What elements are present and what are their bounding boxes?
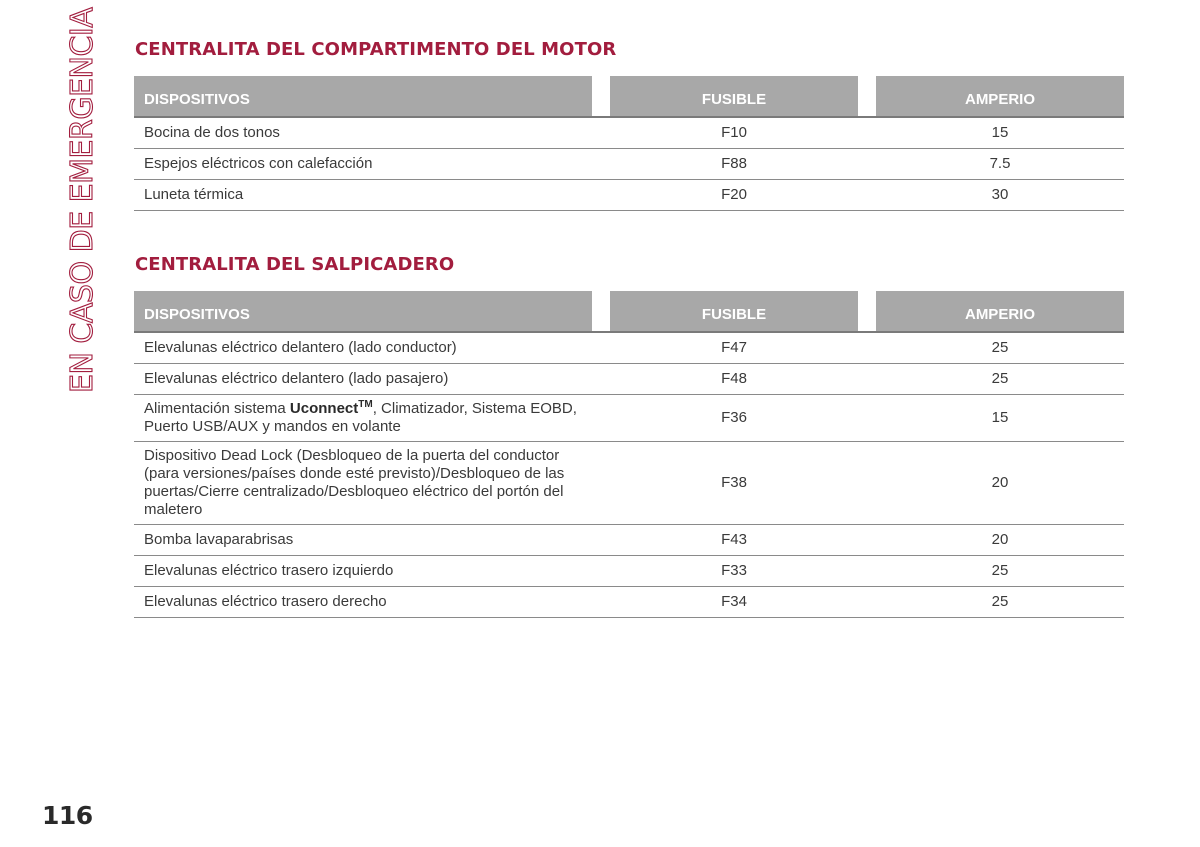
table-row bbox=[134, 395, 1124, 442]
column-header-devices: DISPOSITIVOS bbox=[134, 76, 592, 117]
fuse-cell: F88 bbox=[610, 149, 858, 180]
amp-cell: 25 bbox=[876, 332, 1124, 364]
device-cell: Bomba lavaparabrisas bbox=[134, 525, 592, 556]
section-heading-dashboard: CENTRALITA DEL SALPICADERO bbox=[135, 254, 455, 275]
table-header-row bbox=[134, 76, 1124, 117]
column-header-devices: DISPOSITIVOS bbox=[134, 291, 592, 332]
amp-cell: 25 bbox=[876, 556, 1124, 587]
device-cell: Elevalunas eléctrico delantero (lado conductor) bbox=[134, 332, 592, 364]
table-row bbox=[134, 149, 1124, 180]
device-cell: Elevalunas eléctrico delantero (lado pasajero) bbox=[134, 364, 592, 395]
table-row bbox=[134, 525, 1124, 556]
column-gap bbox=[592, 76, 610, 117]
fuse-cell: F10 bbox=[610, 117, 858, 149]
device-cell: Alimentación sistema Uconnect™, Climatizador, Sistema EOBD, Puerto USB/AUX y mandos en volante bbox=[134, 395, 592, 442]
column-gap bbox=[592, 291, 610, 332]
table-row bbox=[134, 180, 1124, 211]
page-number: 116 bbox=[42, 801, 93, 830]
amp-cell: 30 bbox=[876, 180, 1124, 211]
amp-cell: 15 bbox=[876, 117, 1124, 149]
section-heading-engine: CENTRALITA DEL COMPARTIMENTO DEL MOTOR bbox=[135, 39, 617, 60]
amp-cell: 15 bbox=[876, 395, 1124, 442]
fuse-cell: F48 bbox=[610, 364, 858, 395]
amp-cell: 20 bbox=[876, 442, 1124, 525]
device-cell: Elevalunas eléctrico trasero izquierdo bbox=[134, 556, 592, 587]
column-gap bbox=[858, 291, 876, 332]
fuse-cell: F33 bbox=[610, 556, 858, 587]
table-header-row bbox=[134, 291, 1124, 332]
table-row bbox=[134, 587, 1124, 618]
column-header-fuse: FUSIBLE bbox=[610, 291, 858, 332]
amp-cell: 25 bbox=[876, 364, 1124, 395]
fuse-cell: F43 bbox=[610, 525, 858, 556]
fuse-cell: F34 bbox=[610, 587, 858, 618]
side-chapter-title: EN CASO DE EMERGENCIA bbox=[65, 7, 100, 393]
fuse-cell: F36 bbox=[610, 395, 858, 442]
device-cell: Bocina de dos tonos bbox=[134, 117, 592, 149]
column-header-amp: AMPERIO bbox=[876, 291, 1124, 332]
device-cell: Luneta térmica bbox=[134, 180, 592, 211]
column-header-fuse: FUSIBLE bbox=[610, 76, 858, 117]
table-row bbox=[134, 442, 1124, 525]
table-row bbox=[134, 364, 1124, 395]
fuse-cell: F20 bbox=[610, 180, 858, 211]
column-gap bbox=[858, 76, 876, 117]
table-row bbox=[134, 556, 1124, 587]
fuse-cell: F47 bbox=[610, 332, 858, 364]
device-cell: Elevalunas eléctrico trasero derecho bbox=[134, 587, 592, 618]
fuse-cell: F38 bbox=[610, 442, 858, 525]
device-cell: Dispositivo Dead Lock (Desbloqueo de la puerta del conductor (para versiones/países donde esté previsto)/Desbloqueo de las puertas/Cierre centralizado/Desbloqueo eléctrico del portón del maletero bbox=[134, 442, 592, 525]
device-cell: Espejos eléctricos con calefacción bbox=[134, 149, 592, 180]
uconnect-brand: Uconnect™ bbox=[289, 399, 373, 417]
column-header-amp: AMPERIO bbox=[876, 76, 1124, 117]
amp-cell: 7.5 bbox=[876, 149, 1124, 180]
fuse-table-engine bbox=[134, 76, 1124, 211]
table-row bbox=[134, 117, 1124, 149]
amp-cell: 20 bbox=[876, 525, 1124, 556]
amp-cell: 25 bbox=[876, 587, 1124, 618]
fuse-table-dashboard bbox=[134, 291, 1124, 618]
table-row bbox=[134, 332, 1124, 364]
